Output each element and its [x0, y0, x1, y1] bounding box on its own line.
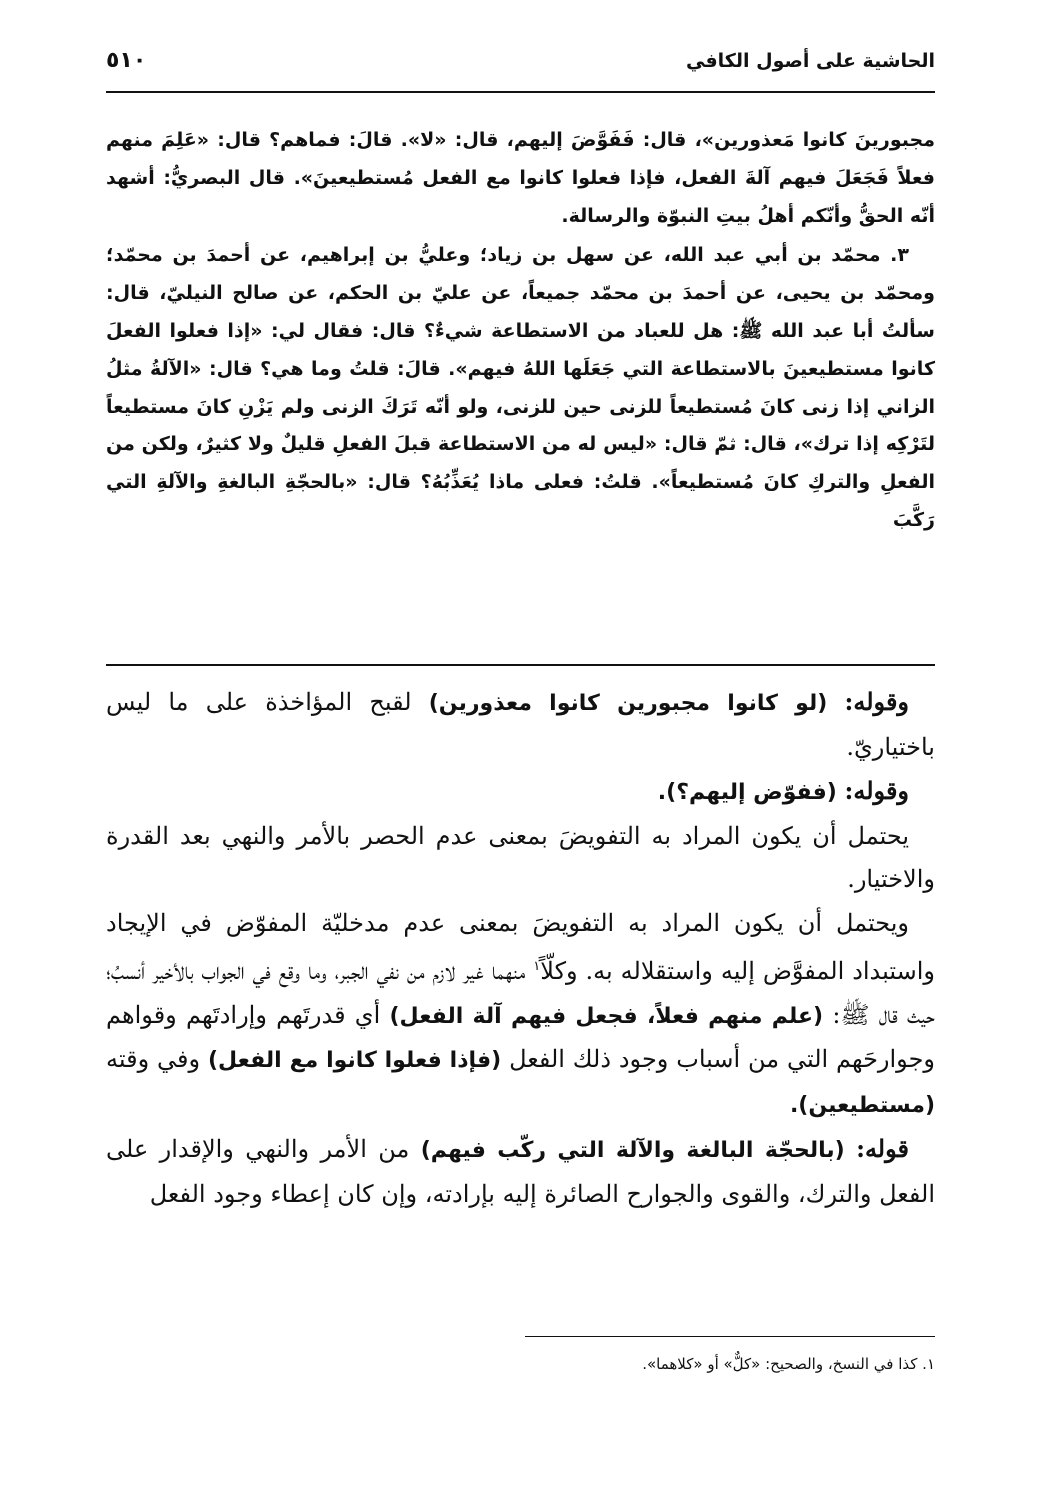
commentary-text: أي قدرتَهم وإرادتَهم وقواهم وجوارحَهم التي من أسباب وجود ذلك الفعل [106, 1000, 935, 1073]
commentary-paragraph [106, 902, 935, 1128]
hadith-continuation: مجبورينَ كانوا مَعذورين»، قال: فَفَوَّضَ إليهم، قال: «لا». قالَ: فماهم؟ قال: «عَلِمَ منهم فعلاً فَجَعَلَ فيهم آلةَ الفعل، فإذا فعلوا كانوا مع الفعل مُستطيعينَ». قال البصريُّ: أشهد أنّه الحقُّ وأنّكم أهلُ بيتِ النبوّة والرسالة. [106, 129, 935, 227]
footnote: ١. كذا في النسخ، والصحيح: «كلٌّ» أو «كلاهما». [642, 1355, 935, 1373]
page-header [106, 44, 935, 82]
quoted-phrase: (لو كانوا مجبورين كانوا معذورين) [428, 691, 828, 716]
commentary-label: قوله: [856, 1134, 909, 1163]
commentary-text: يحتمل أن يكون المراد به التفويضَ بمعنى عدم الحصر بالأمر والنهي بعد القدرة والاختيار. [106, 821, 935, 893]
header-rule [106, 91, 935, 93]
book-title: الحاشية على أصول الكافي [685, 50, 935, 72]
quoted-phrase: (بالحجّة البالغة والآلة التي ركّب فيهم) [420, 1138, 845, 1163]
footnote-rule [525, 1336, 935, 1337]
commentary-label: وقوله: [844, 687, 909, 716]
quoted-phrase: (ففوّض إليهم؟). [657, 780, 837, 805]
quoted-phrase: (علم منهم فعلاً، فجعل فيهم آلة الفعل) [389, 1003, 824, 1029]
commentary-text: لقبح المؤاخذة على ما ليس باختياريّ. [106, 688, 935, 761]
commentary-text: وفي وقته [106, 1045, 201, 1073]
commentary [106, 680, 935, 1216]
hadith-number: ٣. [890, 244, 909, 267]
hadith-text [106, 122, 935, 540]
footnote-marker: ١ [533, 959, 541, 974]
commentary-divider [106, 664, 935, 666]
quoted-phrase: (فإذا فعلوا كانوا مع الفعل) [207, 1048, 502, 1073]
commentary-paragraph [106, 680, 935, 769]
commentary-paragraph [106, 815, 935, 902]
quoted-phrase: (مستطيعين). [789, 1092, 935, 1118]
hadith-body: محمّد بن أبي عبد الله، عن سهل بن زياد؛ وعليُّ بن إبراهيم، عن أحمدَ بن محمّد؛ ومحمّد بن يحيى، عن أحمدَ بن محمّد جميعاً، عن عليّ بن الحكم، عن صالح النيليّ، قال: سألتُ أبا عبد الله ﷺ: هل للعباد من الاستطاعة شيءٌ؟ قال: فقال لي: «إذا فعلوا الفعلَ كانوا مستطيعينَ بالاستطاعة التي جَعَلَها اللهُ فيهم». قالَ: قلتُ وما هي؟ قال: «الآلةُ مثلُ الزاني إذا زنى كانَ مُستطيعاً للزنى حين للزنى، ولو أنّه تَرَكَ الزنى ولم يَزْنِ كانَ مستطيعاً لتَرْكِه إذا ترك»، قال: ثمّ قال: «ليس له من الاستطاعة قبلَ الفعلِ قليلٌ ولا كثيرٌ، ولكن من الفعلِ والتركِ كانَ مُستطيعاً». قلتُ: فعلى ماذا يُعَذِّبُهُ؟ قال: «بالحجّةِ البالغةِ والآلةِ التي رَكَّبَ [106, 244, 935, 531]
commentary-paragraph [106, 1127, 935, 1216]
commentary-paragraph [106, 769, 935, 815]
commentary-label: وقوله: [844, 776, 909, 805]
page-number: ٥١٠ [106, 48, 147, 73]
commentary-text: منهما غير لازم من نفي الجبر، وما وقع في الجواب بالأخير أنسبُ؛ حيث قال ﷺ: [106, 957, 935, 1029]
commentary-text: ويحتمل أن يكون المراد به التفويضَ بمعنى عدم مدخليّة المفوّض في الإيجاد واستبداد المفوَّض إليه واستقلاله به. وكلّاً [106, 908, 935, 985]
hadith-paragraph [106, 237, 935, 539]
commentary-text: من الأمر والنهي والإقدار على الفعل والترك، والقوى والجوارح الصائرة إليه بإرادته، وإن كان إعطاء وجود الفعل [106, 1135, 935, 1208]
